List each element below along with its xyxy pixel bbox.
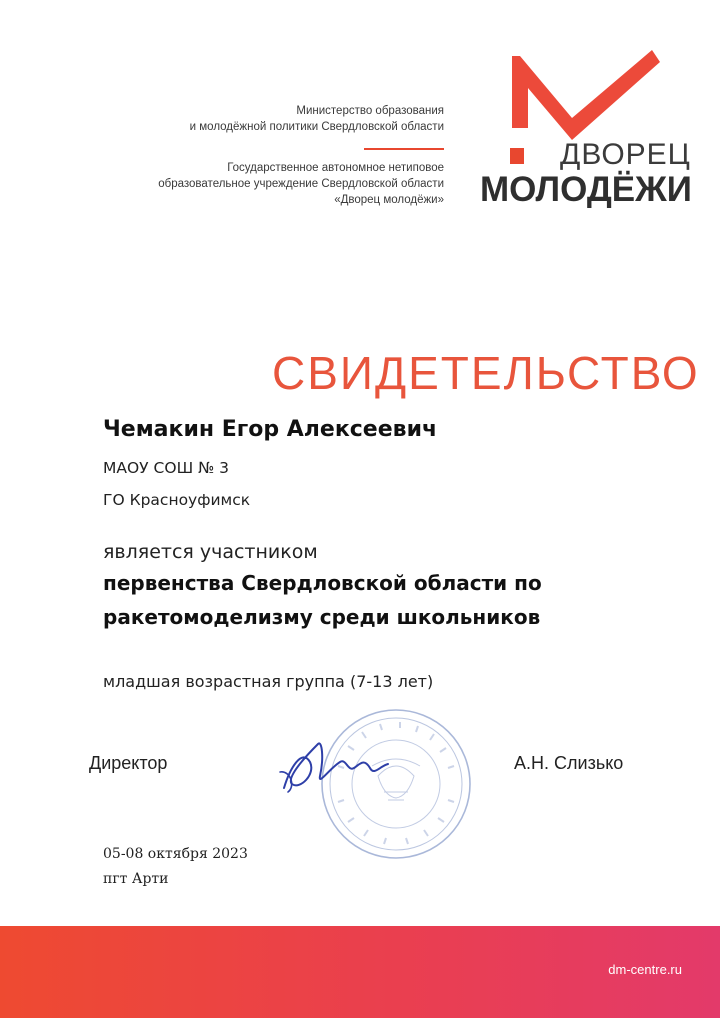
org-line-2: образовательное учреждение Свердловской области bbox=[158, 178, 444, 190]
event-date: 05-08 октября 2023 bbox=[103, 846, 248, 862]
ministry-block bbox=[190, 103, 444, 135]
recipient-school: МАОУ СОШ № 3 bbox=[103, 459, 229, 477]
participant-text: является участником bbox=[103, 541, 318, 563]
age-group: младшая возрастная группа (7-13 лет) bbox=[103, 672, 434, 691]
director-name: А.Н. Слизько bbox=[514, 753, 624, 773]
director-label: Директор bbox=[89, 753, 168, 773]
org-line-1: Государственное автономное нетиповое bbox=[227, 162, 444, 174]
event-title-line-2: ракетомоделизму среди школьников bbox=[103, 605, 541, 629]
event-title-line-1: первенства Свердловской области по bbox=[103, 571, 542, 595]
event-place: пгт Арти bbox=[103, 871, 169, 887]
footer-url: dm-centre.ru bbox=[608, 962, 682, 977]
director-signature bbox=[270, 728, 420, 808]
certificate-title: СВИДЕТЕЛЬСТВО bbox=[272, 347, 700, 399]
ministry-line-2: и молодёжной политики Свердловской области bbox=[189, 121, 444, 133]
recipient-name: Чемакин Егор Алексеевич bbox=[103, 417, 438, 442]
org-line-3: «Дворец молодёжи» bbox=[334, 194, 444, 206]
organization-block bbox=[158, 160, 444, 208]
ministry-line-1: Министерство образования bbox=[296, 105, 444, 117]
logo-word-dvorets: ДВОРЕЦ bbox=[560, 138, 691, 171]
header-divider bbox=[364, 148, 444, 150]
recipient-city: ГО Красноуфимск bbox=[103, 491, 251, 509]
logo-word-molodezhi: МОЛОДЁЖИ bbox=[480, 170, 692, 209]
